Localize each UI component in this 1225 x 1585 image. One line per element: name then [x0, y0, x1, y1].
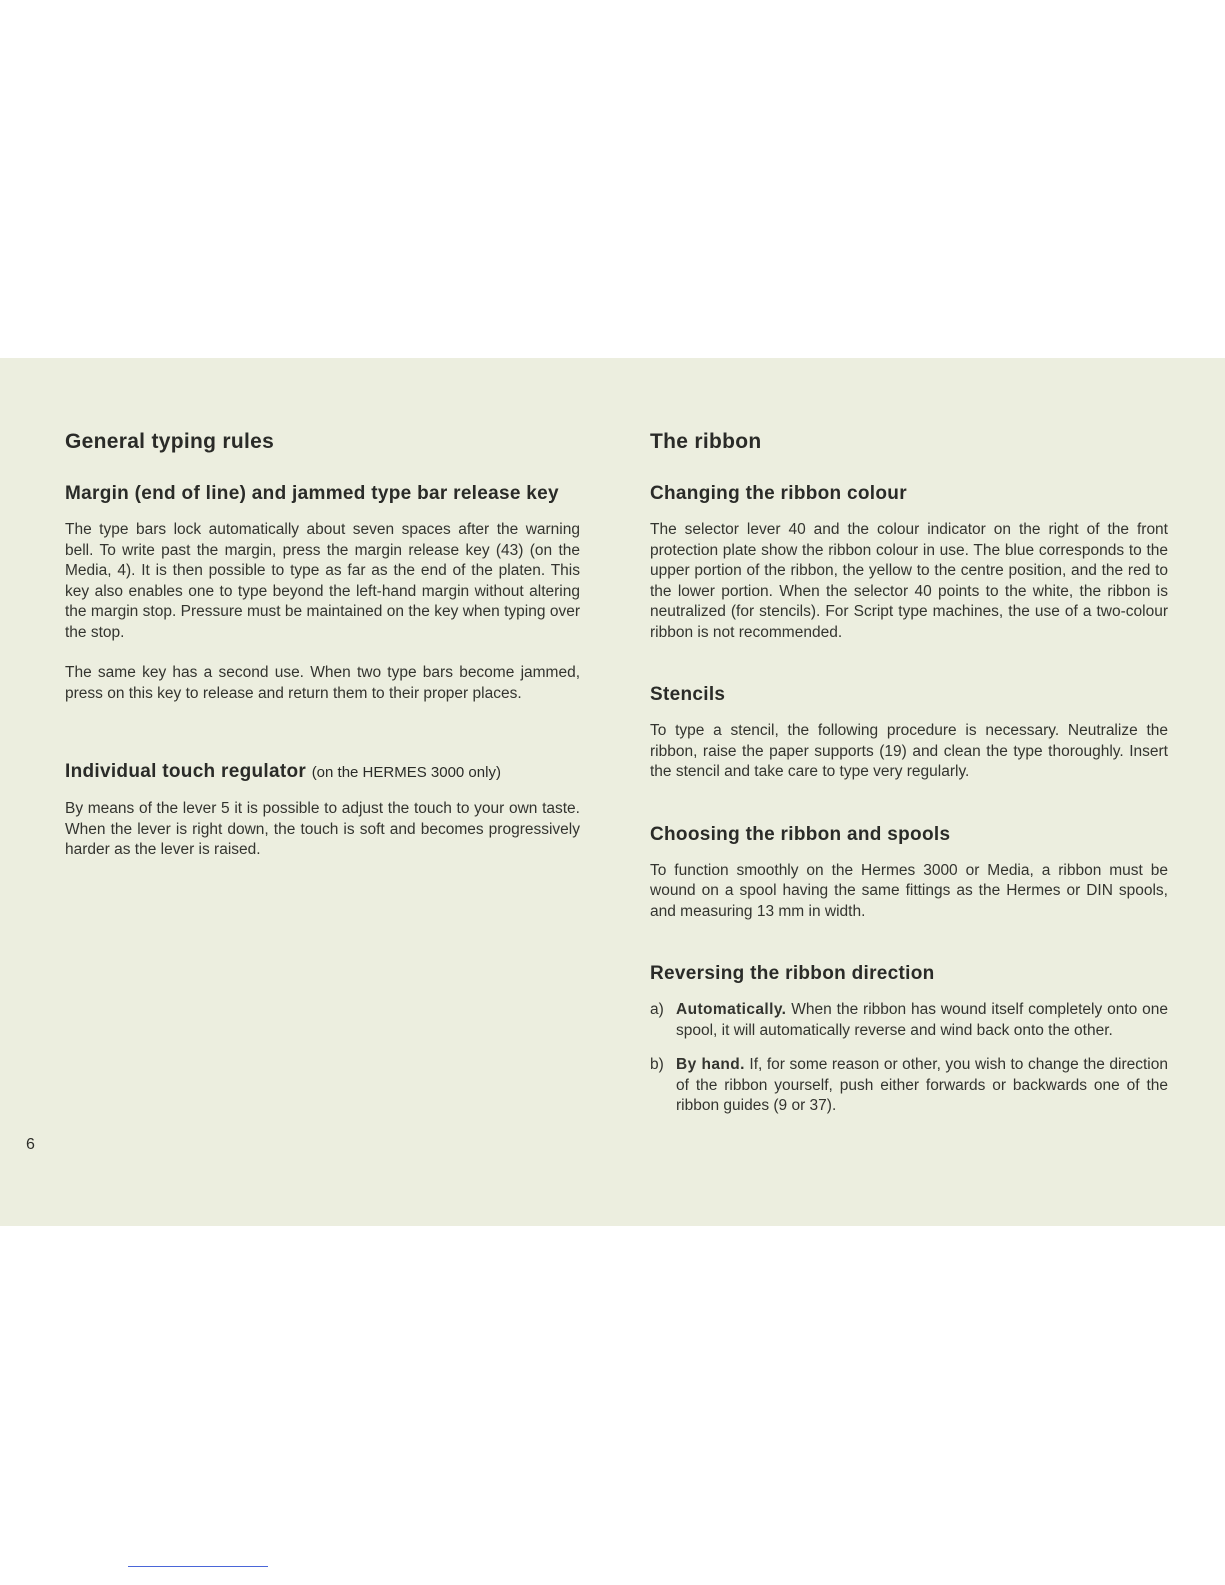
general-typing-rules-title: General typing rules [65, 430, 275, 453]
margin-release-heading: Margin (end of line) and jammed type bar release key [65, 483, 559, 504]
list-item-body: When the ribbon has wound itself completely onto one spool, it will automatically reverse and wind back onto the other. [676, 1001, 1168, 1039]
page-number: 6 [26, 1136, 35, 1153]
right-column [650, 430, 1168, 1131]
list-item-body: If, for some reason or other, you wish to change the direction of the ribbon yourself, push either forwards or backwards one of the ribbon guides (9 or 37). [676, 1056, 1168, 1114]
touch-regulator-heading-note: (on the HERMES 3000 only) [311, 764, 501, 781]
touch-regulator-heading-text: Individual touch regulator [65, 761, 307, 782]
ribbon-title: The ribbon [650, 430, 762, 453]
ribbon-colour-heading: Changing the ribbon colour [650, 483, 907, 504]
ribbon-colour-paragraph: The selector lever 40 and the colour indicator on the right of the front protection plate show the ribbon colour in use. The blue corresponds to the upper portion of the ribbon, the yellow to the centre position, and the red to the lower portion. When the selector 40 points to the white, the ribbon is neutralized (for stencils). For Script type machines, the use of a two-colour ribbon is not recommended. [650, 521, 1168, 641]
touch-regulator-heading [65, 760, 580, 785]
margin-release-paragraph-2: The same key has a second use. When two type bars become jammed, press on this key to release and return them to their proper places. [65, 664, 580, 702]
stencils-paragraph: To type a stencil, the following procedure is necessary. Neutralize the ribbon, raise the paper supports (19) and clean the type thoroughly. Insert the stencil and take care to type very regularly. [650, 722, 1168, 780]
left-column [65, 430, 580, 861]
list-item [650, 1000, 1168, 1041]
list-marker: b) [650, 1056, 664, 1073]
reverse-direction-heading: Reversing the ribbon direction [650, 963, 935, 984]
bottom-divider-line [128, 1566, 268, 1567]
list-item-lead: Automatically. [676, 1001, 787, 1018]
list-item [650, 1055, 1168, 1117]
touch-regulator-paragraph: By means of the lever 5 it is possible to adjust the touch to your own taste. When the lever is right down, the touch is soft and becomes progressively harder as the lever is raised. [65, 800, 580, 858]
margin-release-paragraph-1: The type bars lock automatically about seven spaces after the warning bell. To write past the margin, press the margin release key (43) (on the Media, 4). It is then possible to type as far as the end of the platen. This key also enables one to type beyond the left-hand margin without altering the margin stop. Pressure must be maintained on the key when typing over the stop. [65, 521, 580, 641]
spools-heading: Choosing the ribbon and spools [650, 823, 951, 845]
list-item-text [676, 1000, 1168, 1041]
list-item-text [676, 1055, 1168, 1117]
manual-page [0, 358, 1225, 1226]
spools-paragraph: To function smoothly on the Hermes 3000 or Media, a ribbon must be wound on a spool having the same fittings as the Hermes or DIN spools, and measuring 13 mm in width. [650, 861, 1168, 920]
list-item-lead: By hand. [676, 1056, 745, 1073]
stencils-heading: Stencils [650, 684, 726, 705]
list-marker: a) [650, 1001, 664, 1018]
